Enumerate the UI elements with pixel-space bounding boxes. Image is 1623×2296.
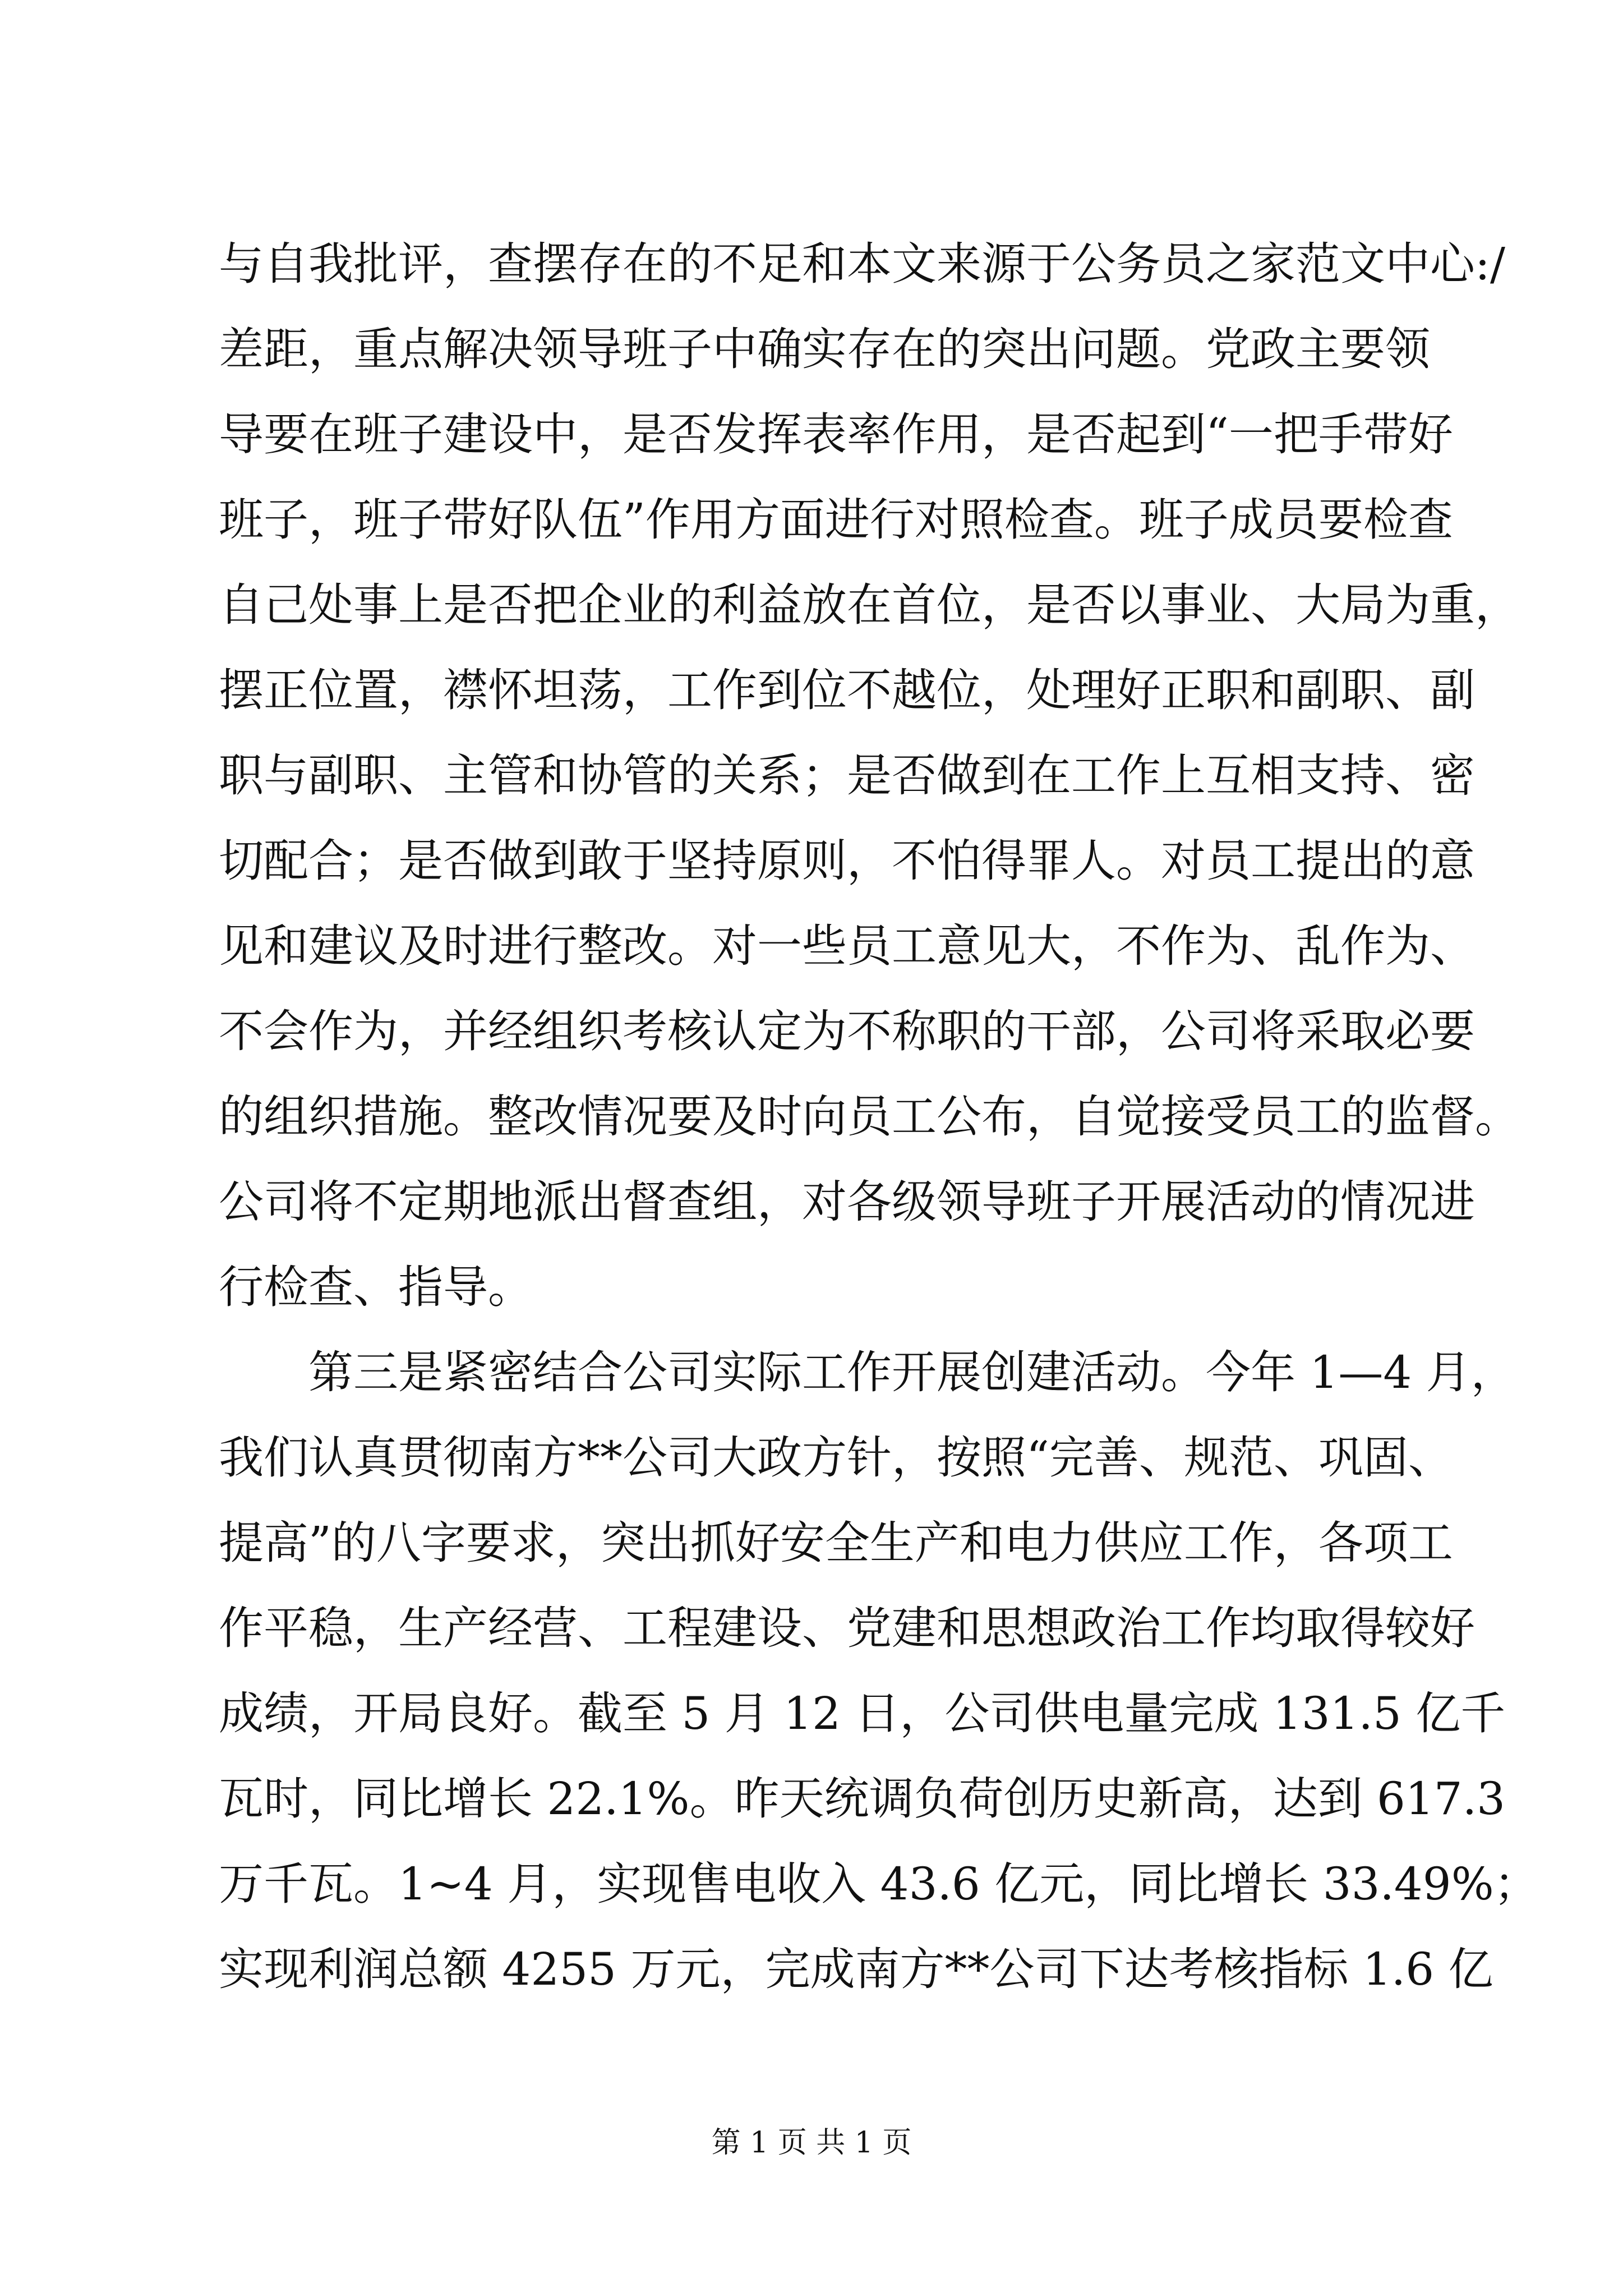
paragraph-2 bbox=[219, 1330, 1539, 2012]
text-line: 我们认真贯彻南方**公司大政方针，按照“完善、规范、巩固、 bbox=[219, 1432, 1453, 1484]
text-line: 差距，重点解决领导班子中确实存在的突出问题。党政主要领 bbox=[219, 323, 1430, 375]
text-line: 提高”的八字要求，突出抓好安全生产和电力供应工作，各项工 bbox=[219, 1517, 1453, 1569]
text-line: 第三是紧密结合公司实际工作开展创建活动。今年 1—4 月， bbox=[219, 1346, 1516, 1398]
text-line: 职与副职、主管和协管的关系；是否做到在工作上互相支持、密 bbox=[219, 749, 1475, 802]
text-line: 班子，班子带好队伍”作用方面进行对照检查。班子成员要检查 bbox=[219, 494, 1453, 546]
text-line: 摆正位置，襟怀坦荡，工作到位不越位，处理好正职和副职、副 bbox=[219, 664, 1475, 716]
text-line: 见和建议及时进行整改。对一些员工意见大，不作为、乱作为、 bbox=[219, 920, 1475, 972]
text-line: 行检查、指导。 bbox=[219, 1261, 533, 1313]
text-line: 与自我批评，查摆存在的不足和本文来源于公务员之家范文中心:/ bbox=[219, 238, 1505, 290]
text-line: 成绩，开局良好。截至 5 月 12 日，公司供电量完成 131.5 亿千 bbox=[219, 1687, 1506, 1740]
text-line: 切配合；是否做到敢于坚持原则，不怕得罪人。对员工提出的意 bbox=[219, 835, 1475, 887]
paragraph-1 bbox=[219, 222, 1520, 1330]
document-body bbox=[219, 222, 1539, 2012]
page-footer: 第 1 页 共 1 页 bbox=[711, 2126, 912, 2160]
text-line: 导要在班子建设中，是否发挥表率作用，是否起到“一把手带好 bbox=[219, 408, 1453, 461]
text-line: 作平稳，生产经营、工程建设、党建和思想政治工作均取得较好 bbox=[219, 1602, 1475, 1654]
text-line: 万千瓦。1~4 月，实现售电收入 43.6 亿元，同比增长 33.49%； bbox=[219, 1858, 1539, 1910]
text-line: 的组织措施。整改情况要及时向员工公布，自觉接受员工的监督。 bbox=[219, 1091, 1520, 1143]
text-line: 实现利润总额 4255 万元，完成南方**公司下达考核指标 1.6 亿 bbox=[219, 1943, 1493, 1995]
text-line: 公司将不定期地派出督查组，对各级领导班子开展活动的情况进 bbox=[219, 1176, 1475, 1228]
text-line: 不会作为，并经组织考核认定为不称职的干部，公司将采取必要 bbox=[219, 1005, 1475, 1057]
text-line: 瓦时，同比增长 22.1%。昨天统调负荷创历史新高，达到 617.3 bbox=[219, 1773, 1506, 1825]
text-line: 自己处事上是否把企业的利益放在首位，是否以事业、大局为重， bbox=[219, 579, 1520, 631]
